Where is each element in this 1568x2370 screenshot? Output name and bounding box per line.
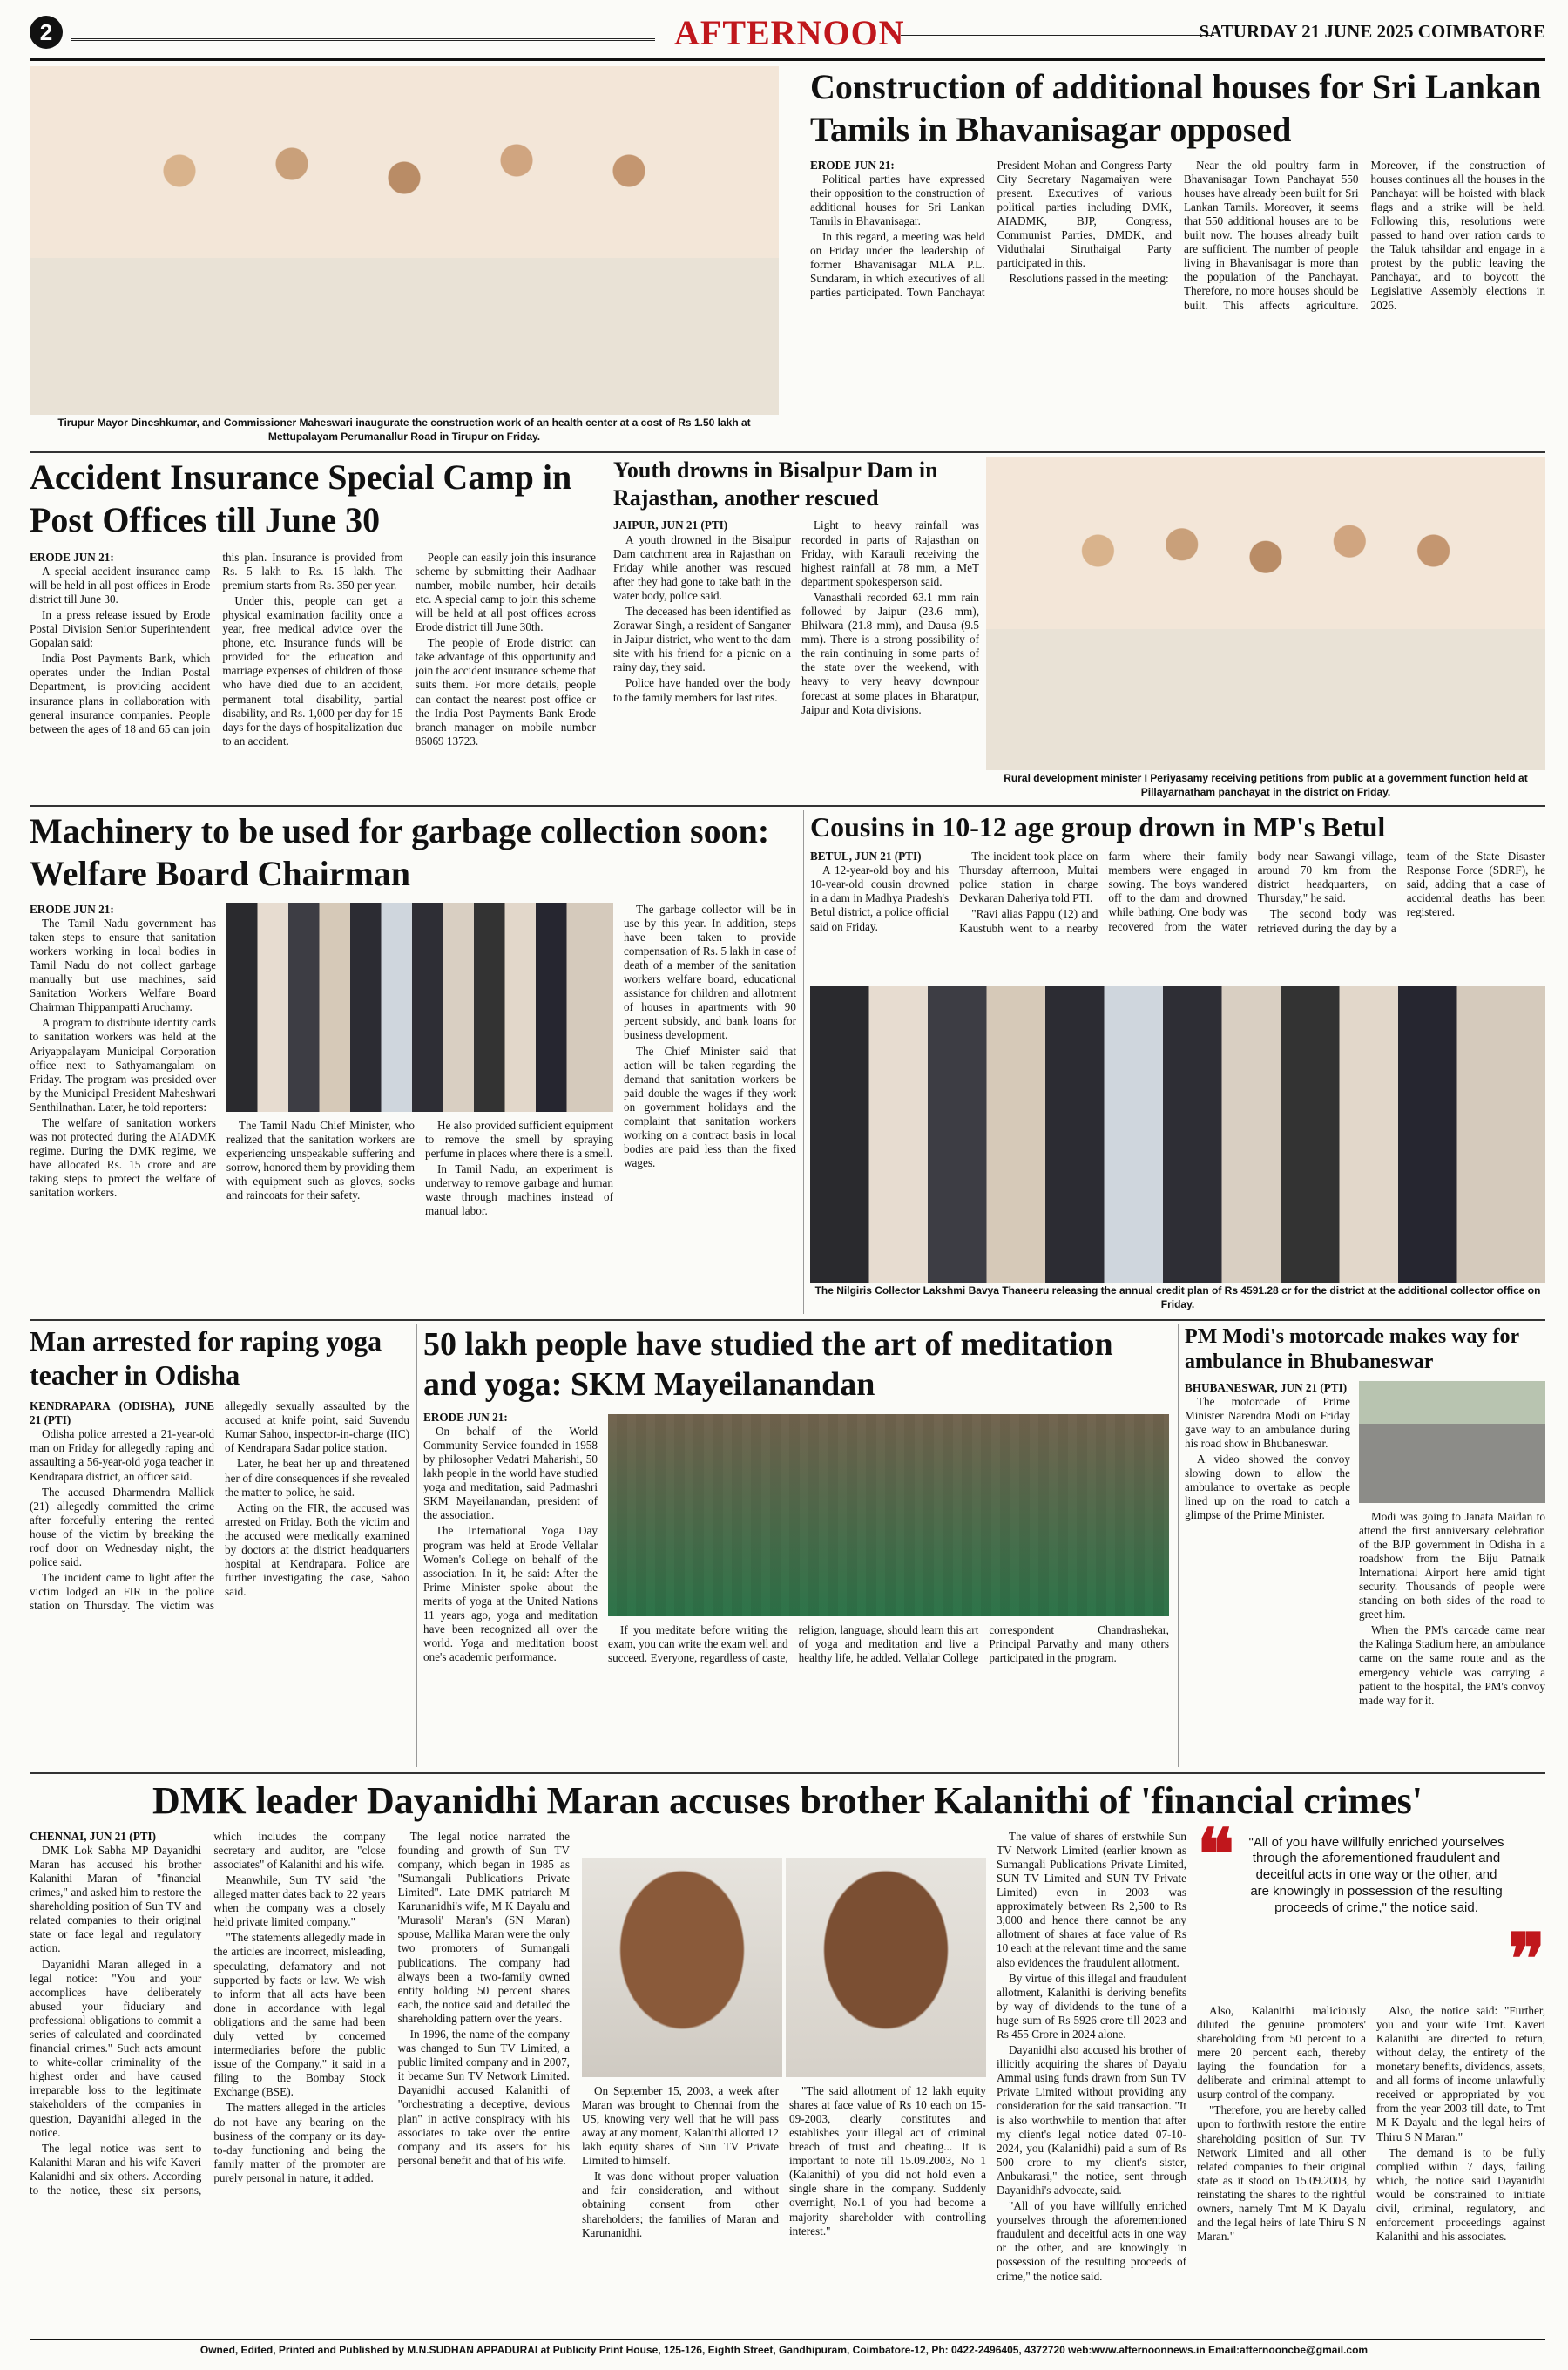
masthead [30,13,1545,59]
story-yoga-col1 [423,1411,598,1766]
story-modi-headline: PM Modi's motorcade makes way for ambulance in Bhubaneswar [1185,1325,1519,1374]
story-paragraph: The value of shares of erstwhile Sun TV Network Limited (earlier known as Sumangali Publications Private Limited, SUN TV Limited and SUN TV Private Limited) even in 2003 was approximately between Rs 2,500 to Rs 3,000 and hence there cannot be any allotment of shares at face value of Rs 10 each at the relevant time and the same also evidences the fraudulent allotment. [997,1829,1186,1969]
photo-sanitation-workers [226,903,613,1112]
story-houses-dateline: ERODE JUN 21: [810,158,895,172]
masthead-rule-left [71,38,655,41]
story-paragraph: A video showed the convoy slowing down to allow the ambulance to overtake as people lined up on the road to catch a glimpse of the Prime Minister. [1185,1452,1350,1522]
story-paragraph: Resolutions passed in the meeting: [1009,272,1169,286]
story-paragraph: The Chief Minister said that action will be taken regarding the demand that sanitation workers be paid double the wages if they work on government holidays and the complaint that sanitation workers working on a contract basis in local bodies are paid less than the fixed wages. [624,1044,796,1170]
story-paragraph: The legal notice was sent to Kalanithi Maran and his wife Kaveri Kalanidhi and six others. According to the notice, these six persons, which includes the company secretary and auditor, are "close associates" of Kalanithi and his wife. [30,1829,386,2197]
photo-tirupur-caption: Tirupur Mayor Dineshkumar, and Commissioner Maheswari inaugurate the construction work of an health center at a cost of Rs 1.50 lakh at Mettupalayam Perumanallur Road in Tirupur on Friday. [57,416,751,443]
story-paragraph: The people of Erode district can take advantage of this opportunity and join the accident insurance scheme that suits them. For more details, people can contact the nearest post office or the India Post Payments Bank Erode branch manager on mobile number 86069 13723. [415,636,596,748]
close-quote-icon: ❞ [1507,1921,1545,1999]
story-paragraph: The International Yoga Day program was held at Erode Vellalar Women's College on behalf of the association. In it, he said: After the Prime Minister spoke about the merits of yoga at the United Nations 11 years ago, yoga and meditation have been recognized all over the world. Yoga and meditation boost one's academic performance. [423,1524,598,1664]
footer-rule [30,2339,1545,2340]
story-paragraph: A youth drowned in the Bisalpur Dam catchment area in Rajasthan on Friday while another was rescued after they had gone to take bath in the water body, police said. [613,532,791,602]
pull-quote [1197,1817,1545,2001]
story-bisalpur-headline: Youth drowns in Bisalpur Dam in Rajasthan, another rescued [613,457,938,511]
story-bisalpur-body [613,518,979,797]
story-yoga-col2 [608,1623,1169,1766]
story-paragraph: The Tamil Nadu government has taken steps to ensure that sanitation workers working in local bodies in Tamil Nadu do not collect garbage manually but use machines, said Sanitation Workers Welfare Board Chairman Thippampatti Aruchamy. [30,916,216,1014]
section-divider [30,1772,1545,1774]
column-rule [803,810,804,1314]
story-betul-dateline: BETUL, JUN 21 (PTI) [810,850,922,863]
story-maran-headline: DMK leader Dayanidhi Maran accuses brother Kalanithi of 'financial crimes' [152,1779,1423,1822]
story-paragraph: Dayanidhi also accused his brother of illicitly acquiring the shares of Dayalu Ammal using funds drawn from Sun TV Private Limited without providing any consideration for the said transaction. "It is also worthwhile to mention that after my client's legal notice dated 07-10-2024, you (Kalanidhi) paid a sum of Rs 500 crore to my client's sister, Anbukarasi," the notice, sent through Dayanidhi's advocate, said. [997,2043,1186,2197]
story-paragraph: In this regard, a meeting was held on Friday under the leadership of former Bhavanisagar MLA P.L. Sundaram, in which executives of all parties participated. Town Panchayat President Mohan and Congress Party City Secretary Nagamaiyan were present. Executives of various political parties including DMK, AIADMK, BJP, Congress, Communist Parties, DMDK, and Viduthalai Siruthaigal Party participated in this. [810,158,1172,300]
section-divider [30,451,1545,453]
photo-tirupur-inauguration [30,66,779,415]
story-betul-headline: Cousins in 10-12 age group drown in MP's Betul [810,811,1386,843]
story-paragraph: The matters alleged in the articles do not have any bearing on the business of the company or its day-to-day functioning and being the family matter of the promoter are purely personal in nature, it added. [213,2101,386,2184]
story-paragraph: The incident took place on Thursday afternoon, Multai police station in charge Devkaran Daheriya told PTI. [959,850,1098,905]
story-paragraph: "The statements allegedly made in the articles are incorrect, misleading, speculating, defamatory and not supported by facts or law. We wish to inform that all acts have been done in accordance with legal obligations and the same had been duly vetted by concerned intermediaries before the public issue of the Company," it said in a filing to the Bombay Stock Exchange (BSE). [213,1931,386,2099]
story-paragraph: The accused Dharmendra Mallick (21) allegedly committed the crime after forcefully entering the rented house of the victim by breaking the roof door on Wednesday night, the police said. [30,1485,214,1569]
story-paragraph: "The said allotment of 12 lakh equity shares at face value of Rs 10 each on 15-09-2003, clearly constitutes and establishes your illegal act of criminal breach of trust and cheating... It is important to note till 15.09.2003, No 1 (Kalanithi) of you did not hold even a single share in the company. Suddenly overnight, No.1 of you had become a majority shareholder with controlling interest." [789,2083,986,2238]
section-divider [30,1319,1545,1321]
story-odisha [30,1324,409,1767]
photo-kalanithi-maran [786,1858,986,2077]
story-paragraph: Near the old poultry farm in Bhavanisagar Town Panchayat 550 houses have already been built for Sri Lankan Tamils. Moreover, it seems that 550 additional houses are to be built now. The houses already built are sufficient. The number of people living in Bhavanisagar is more than the population of the Panchayat. Therefore, no more houses should be built. This affects agriculture. Moreover, if the construction of houses continues all the houses in the Panchayat will be hoisted with black flags and a strike will be held. Following this, resolutions were passed to hand over ration cards to the Taluk tahsildar and engage in a protest by the public leaving the Panchayat, and to boycott the Legislative Assembly elections in 2026. [1184,158,1545,312]
story-betul [810,810,1545,981]
story-garbage-dateline: ERODE JUN 21: [30,902,114,916]
story-paragraph: In 1996, the name of the company was changed to Sun TV Limited, a public limited company and in 2007, it became Sun TV Network Limited. Dayanidhi accused Kalanithi of "orchestrating a deceptive, devious plan" in active conspiracy with his associates to take over the entire company and its assets for his personal benefit and that of his wife. [397,2027,570,2167]
story-paragraph: The motorcade of Prime Minister Narendra Modi on Friday gave way to an ambulance during his road show in Bhubaneswar. [1185,1394,1350,1450]
photo-nilgiris-credit-plan [810,986,1545,1283]
story-paragraph: Later, he beat her up and threatened her of dire consequences if she revealed the matter to police, he said. [225,1457,409,1499]
story-paragraph: People can easily join this insurance scheme by submitting their Aadhaar number, mobile number, heir details etc. A special camp to join this scheme will be held at all post offices across Erode district till June 30th. [415,550,596,634]
issue-date: SATURDAY 21 JUNE 2025 COIMBATORE [1199,21,1545,42]
story-paragraph: The demand is to be fully complied within 7 days, failing which, the notice said Dayanidhi would be constrained to initiate civil, criminal, regulatory, and enforcement proceedings against Kalanithi and his associates. [1376,2145,1545,2244]
story-paragraph: Vanasthali recorded 63.1 mm rain followed by Jaipur (23.6 mm), Bhilwara (21.8 mm), and Dausa (9.5 mm). There is a strong possibility of the rain continuing in some parts of the state over the weekend, with heavy to very heavy downpour forecast at some places in Bharatpur, Jaipur and Kota divisions. [801,590,979,716]
story-paragraph: On September 15, 2003, a week after Maran was brought to Chennai from the US, knowing very well that he will pass away at any moment, Kalanithi allotted 12 lakh equity shares of Sun TV Private Limited to himself. [582,2083,779,2168]
story-garbage-headline: Machinery to be used for garbage collection soon: Welfare Board Chairman [30,811,770,893]
story-modi-col1 [1185,1381,1350,1756]
story-paragraph: A special accident insurance camp will be held in all post offices in Erode district till June 30. [30,564,211,606]
story-paragraph: The garbage collector will be in use by this year. In addition, steps have been taken to provide compensation of Rs. 5 lakh in case of death of a member of the sanitation workers welfare board, educational assistance for children and allotment of houses in apartments with 90 percent subsidy, and bank loans for business development. [624,902,796,1042]
page-number: 2 [30,16,63,49]
story-paragraph: DMK Lok Sabha MP Dayanidhi Maran has accused his brother Kalanithi Maran of "financial crimes," and asked him to restore the shareholding position of Sun TV and related companies to their original state or face legal and regulatory action. [30,1843,202,1955]
story-houses [810,66,1545,450]
story-maran-dateline: CHENNAI, JUN 21 (PTI) [30,1829,157,1843]
story-paragraph: "All of you have willfully enriched yourselves through the aforementioned fraudulent and deceitful acts in one way or the other, and are knowingly in possession of the resulting proceeds of crime," the notice said. [997,2199,1186,2283]
story-paragraph: Political parties have expressed their opposition to the construction of additional houses for Sri Lankan Tamils in Bhavanisagar. [810,172,985,227]
story-garbage [30,810,796,1314]
story-paragraph: The legal notice narrated the founding and growth of Sun TV company, which began in 1985 as "Sumangali Publications Private Limited". Late DMK patriarch M Karunanidhi's wife, M K Dayalu and 'Murasoli' Maran's (SN Maran) spouse, Mallika Maran were the only two promoters of Sumangali publications. The company had always been a two-family owned entity holding 50 percent shares each, the notice said and detailed the shareholding pattern over the years. [397,1829,570,2025]
story-maran-middle [582,2084,986,2326]
story-paragraph: The second body was retrieved during the day by a team of the State Disaster Response Force (SDRF), he said, adding that a case of accidental deaths has been registered. [1257,850,1545,935]
story-paragraph: By virtue of this illegal and fraudulent allotment, Kalanithi is deriving benefits by way of dividends to the tune of a huge sum of Rs 5926 crore till 2023 and Rs 455 Crore in 2024 alone. [997,1971,1186,2041]
story-yoga-headline: 50 lakh people have studied the art of meditation and yoga: SKM Mayeilanandan [423,1326,1113,1404]
story-paragraph: Meanwhile, Sun TV said "the alleged matter dates back to 22 years when the company was a closely held private limited company." [213,1872,386,1929]
photo-periyasamy-caption: Rural development minister I Periyasamy receiving petitions from public at a government function held at Pillayarnatham panchayat in the district on Friday. [1004,772,1528,798]
story-modi [1185,1324,1545,1767]
story-garbage-col3 [624,903,796,1312]
story-paragraph: In Tamil Nadu, an experiment is underway to remove garbage and human waste through machines instead of manual labor. [425,1161,613,1218]
story-paragraph: Modi was going to Janata Maidan to attend the first anniversary celebration of the BJP government in Odisha in a roadshow from the Biju Patnaik International Airport here amid tight security. Thousands of people were standing on both sides of the road to greet him. [1359,1509,1545,1622]
photo-ambulance-convoy [1359,1381,1545,1503]
story-modi-dateline: BHUBANESWAR, JUN 21 (PTI) [1185,1380,1348,1394]
story-paragraph: The incident came to light after the victim lodged an FIR in the police station on Thursday. The victim was allegedly sexually assaulted by the accused at knife point, said Suvendu Kumar Sahoo, inspector-in-charge (IIC) of Kendrapara Sadar police station. [30,1399,409,1613]
story-paragraph: The deceased has been identified as Zorawar Singh, a resident of Sanganer in Jaipur district, who went to the dam site with his friend for a picnic on a rainy day, they said. [613,605,791,674]
story-insurance-headline: Accident Insurance Special Camp in Post Offices till June 30 [30,457,572,539]
masthead-underline [30,58,1545,61]
story-paragraph: India Post Payments Bank, which operates under the Indian Postal Department, is providing accident insurance plans in collaboration with general insurance companies. People between the ages of 18 and 65 can join this plan. Insurance is provided from Rs. 5 lakh to Rs. 15 lakh. The premium starts from Rs. 350 per year. [30,550,403,735]
story-odisha-dateline: KENDRAPARA (ODISHA), JUNE 21 (PTI) [30,1399,214,1427]
story-houses-body [810,159,1545,420]
story-insurance-dateline: ERODE JUN 21: [30,550,114,564]
story-paragraph: Also, Kalanithi maliciously diluted the genuine promoters' shareholding from 50 percent to a mere 20 percent each, thereby laying the foundation for a deliberate and criminal attempt to usurp control of the company. [1197,2003,1366,2102]
story-paragraph: Police have handed over the body to the family members for last rites. [613,676,791,704]
imprint-footer: Owned, Edited, Printed and Published by M.N.SUDHAN APPADURAI at Publicity Print House, 125-126, Eighth Street, Gandhipuram, Coimbatore-12, Ph: 0422-2496405, 4372720 web:www.afternoonnews.in Email:afternooncbe@gmail.com [199,2344,1369,2356]
masthead-rule-right [901,35,1214,37]
story-paragraph: It was done without proper valuation and fair consideration, and without obtaining consent from other shareholders; the families of Maran and Karunanidhi. [582,2170,779,2239]
story-paragraph: He also provided sufficient equipment to remove the smell by spraying perfume in places where there is a smell. [425,1118,613,1160]
story-insurance [30,457,596,802]
story-paragraph: On behalf of the World Community Service founded in 1958 by philosopher Vedatri Maharishi, 50 lakh people in the world have studied yoga and meditation, said Padmashri SKM Mayeilanandan, president of the association. [423,1424,598,1522]
story-odisha-body [30,1399,409,1765]
story-paragraph: Also, the notice said: "Further, you and your wife Tmt. Kaveri Kalanithi are directed to return, without delay, the entirety of the monetary benefits, dividends, assets, and all forms of income unlawfully received or appropriated by you from the year 2003 till date, to Tmt M K Dayalu and the legal heirs of Thiru S N Maran." [1376,2003,1545,2143]
story-paragraph: A 12-year-old boy and his 10-year-old cousin drowned in a dam in Madhya Pradesh's Betul district, a police official said on Friday. [810,863,950,933]
story-paragraph: Light to heavy rainfall was recorded in parts of Rajasthan on Friday, with Karauli receiving the highest rainfall at 78 mm, a MeT department spokesperson said. [801,518,979,588]
story-odisha-headline: Man arrested for raping yoga teacher in Odisha [30,1325,382,1392]
story-garbage-col2 [226,1119,613,1312]
story-paragraph: Under this, people can get a physical examination facility once a year, free medical advice over the phone, etc. Insurance funds will be provided for the education and marriage expenses of children of those who have died due to an accident, permanent total disability, partial disability, and Rs. 1,000 per day for 15 days for the days of hospitalization due to an accident. [222,593,403,748]
section-divider [30,805,1545,807]
photo-yoga-day [608,1414,1169,1616]
story-paragraph: Dayanidhi Maran alleged in a legal notice: "You and your accomplices have deliberately abused your fiduciary and professional obligations to commit a series of calculated and coordinated financial crimes." Such acts amount to white-collar criminality of the highest order and have caused irreparable loss to the legitimate stakeholders of the companies in question, Dayanidhi alleged in the notice. [30,1957,202,2139]
story-maran-col4 [997,1830,1186,2326]
pull-quote-text: "All of you have willfully enriched yourselves through the aforementioned fraudulent and deceitful acts in one way or the other, and are knowingly in possession of the resulting proceeds of crime," the notice said. [1248,1834,1504,1915]
story-insurance-body [30,551,596,802]
story-paragraph: If you meditate before writing the exam, you can write the exam well and succeed. Everyone, regardless of caste, religion, language, should learn this art of yoga and meditation and live a healthy life, he added. Vellalar College correspondent Chandrashekar, Principal Parvathy and many others participated in the program. [608,1622,1169,1664]
story-paragraph: The Tamil Nadu Chief Minister, who realized that the sanitation workers are experiencing unspeakable suffering and sorrow, honored them by providing them with equipment such as gloves, socks and raincoats for their safety. [226,1118,415,1202]
story-yoga-dateline: ERODE JUN 21: [423,1410,508,1424]
story-maran-right [1197,2004,1545,2326]
photo-dayanidhi-maran [582,1858,782,2077]
story-paragraph: Odisha police arrested a 21-year-old man on Friday for allegedly raping and assaulting a 56-year-old yoga teacher in Kendrapara district, an officer said. [30,1427,214,1483]
story-bisalpur-dateline: JAIPUR, JUN 21 (PTI) [613,518,728,532]
story-paragraph: In a press release issued by Erode Postal Division Senior Superintendent Gopalan said: [30,607,211,650]
newspaper-title: AFTERNOON [674,13,905,52]
story-houses-headline: Construction of additional houses for Sri Lankan Tamils in Bhavanisagar opposed [810,67,1542,149]
photo-periyasamy-petitions [986,457,1545,770]
column-rule [416,1324,417,1767]
story-paragraph: "Ravi alias Pappu (12) and Kaustubh went to a nearby farm where their family members were engaged in sowing. The boys wandered off to the dam and drowned while bathing. One body was recovered from the water body near Sawangi village, around 70 km from the district headquarters, on Thursday," he said. [959,850,1396,935]
story-yoga [423,1324,1169,1767]
photo-nilgiris-caption: The Nilgiris Collector Lakshmi Bavya Thaneeru releasing the annual credit plan of Rs 4591.28 cr for the district at the additional collector office on Friday. [814,1284,1541,1310]
open-quote-icon: ❝ [1197,1817,1235,1894]
story-paragraph: Acting on the FIR, the accused was arrested on Friday. Both the victim and the accused were medically examined by doctors at the district headquarters hospital at Kendrapara. Police are further investigating the case, Sahoo said. [225,1500,409,1599]
story-paragraph: "Therefore, you are hereby called upon to forthwith restore the entire shareholding position of Sun TV Network Limited and all other related companies to their original state as it stood on 15.09.2003, by reinstating the shares to the rightful owners, namely Tmt M K Dayalu and the legal heirs of late Thiru S N Maran." [1197,2103,1366,2244]
column-rule [1178,1324,1179,1767]
story-modi-col2 [1359,1510,1545,1756]
story-paragraph: The welfare of sanitation workers was not protected during the AIADMK regime. During the DMK regime, we have allocated Rs. 15 crore and are taking steps to protect the welfare of sanitation workers. [30,1116,216,1200]
story-paragraph: When the PM's carcade came near the Kalinga Stadium here, an ambulance came on the same route and as the emergency vehicle was carrying a patient to the hospital, the PM's convoy made way for it. [1359,1623,1545,1707]
story-garbage-col1 [30,903,216,1312]
story-maran-left [30,1830,570,2326]
story-maran [30,1778,1545,2332]
story-betul-body [810,850,1545,972]
story-bisalpur [613,457,979,802]
story-paragraph: A program to distribute identity cards to sanitation workers was held at the Ariyappalayam Municipal Corporation office next to Sathyamangalam on Friday. The program was presided over by the Municipal President Maheshwari Senthilnathan. Later, he told reporters: [30,1016,216,1114]
